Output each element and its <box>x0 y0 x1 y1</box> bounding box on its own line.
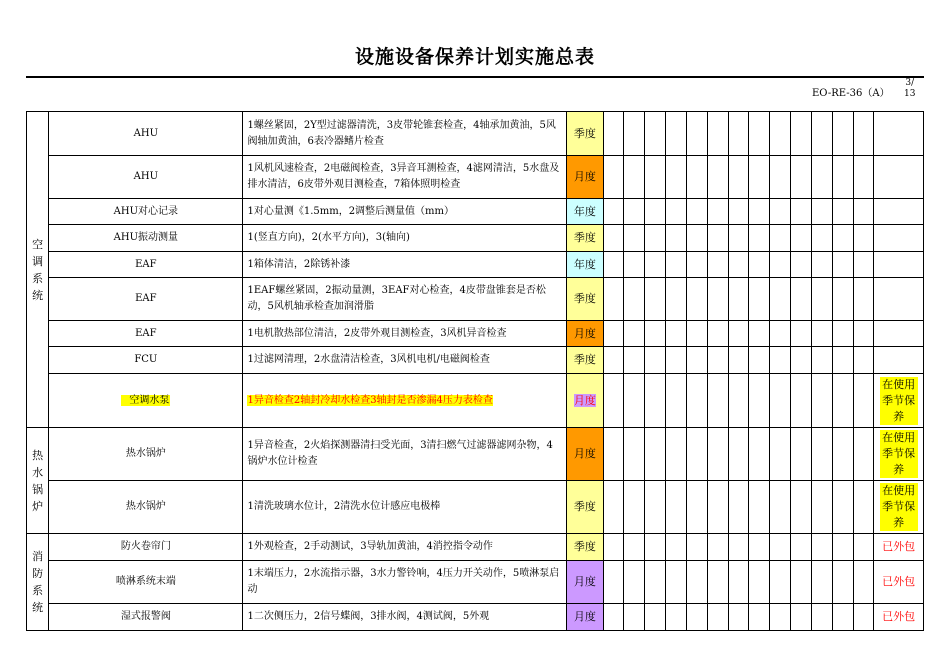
schedule-cell[interactable] <box>728 561 749 604</box>
schedule-cell[interactable] <box>791 561 812 604</box>
schedule-cell[interactable] <box>707 561 728 604</box>
maintenance-content: 1末端压力，2水流指示器，3水力警铃响，4压力开关动作，5喷淋泵启动 <box>243 561 567 604</box>
frequency-cell: 季度 <box>567 112 603 156</box>
frequency-cell: 月度 <box>567 156 603 199</box>
schedule-cell[interactable] <box>603 347 624 374</box>
schedule-cell[interactable] <box>686 252 707 278</box>
schedule-cell[interactable] <box>666 321 687 347</box>
maintenance-content: 1对心量测《1.5mm，2调整后测量值（mm） <box>243 199 567 225</box>
schedule-cell[interactable] <box>645 112 666 156</box>
schedule-cell[interactable] <box>603 225 624 252</box>
schedule-cell[interactable] <box>832 156 853 199</box>
equipment-name: FCU <box>49 347 243 374</box>
remark-cell: 在使用季节保养 <box>874 481 924 534</box>
schedule-cell[interactable] <box>728 604 749 631</box>
schedule-cell[interactable] <box>749 278 770 321</box>
schedule-cell[interactable] <box>707 604 728 631</box>
equipment-name: 热水锅炉 <box>49 481 243 534</box>
schedule-cell[interactable] <box>853 225 874 252</box>
remark-cell: 在使用季节保养 <box>874 374 924 428</box>
remark-cell <box>874 252 924 278</box>
schedule-cell[interactable] <box>645 481 666 534</box>
schedule-cell[interactable] <box>770 347 791 374</box>
schedule-cell[interactable] <box>832 534 853 561</box>
schedule-cell[interactable] <box>645 374 666 428</box>
schedule-cell[interactable] <box>686 112 707 156</box>
schedule-cell[interactable] <box>853 534 874 561</box>
schedule-cell[interactable] <box>770 225 791 252</box>
table-row <box>27 252 924 278</box>
schedule-cell[interactable] <box>811 534 832 561</box>
equipment-name: AHU <box>49 112 243 156</box>
schedule-cell[interactable] <box>666 481 687 534</box>
schedule-cell[interactable] <box>624 112 645 156</box>
schedule-cell[interactable] <box>603 428 624 481</box>
schedule-cell[interactable] <box>603 252 624 278</box>
schedule-cell[interactable] <box>645 225 666 252</box>
equipment-name: EAF <box>49 252 243 278</box>
page-number-total: 13 <box>904 89 916 99</box>
schedule-cell[interactable] <box>853 604 874 631</box>
schedule-cell[interactable] <box>645 561 666 604</box>
schedule-cell[interactable] <box>832 428 853 481</box>
schedule-cell[interactable] <box>770 604 791 631</box>
schedule-cell[interactable] <box>624 347 645 374</box>
schedule-cell[interactable] <box>791 428 812 481</box>
schedule-cell[interactable] <box>853 278 874 321</box>
schedule-cell[interactable] <box>811 481 832 534</box>
frequency-cell: 年度 <box>567 199 603 225</box>
maintenance-content: 1箱体清洁，2除锈补漆 <box>243 252 567 278</box>
schedule-cell[interactable] <box>770 561 791 604</box>
table-row <box>27 561 924 604</box>
frequency-cell: 月度 <box>567 561 603 604</box>
schedule-cell[interactable] <box>853 252 874 278</box>
schedule-cell[interactable] <box>707 428 728 481</box>
schedule-cell[interactable] <box>791 347 812 374</box>
schedule-cell[interactable] <box>728 428 749 481</box>
schedule-cell[interactable] <box>832 112 853 156</box>
maintenance-content: 1电机散热部位清洁，2皮带外观目测检查，3风机异音检查 <box>243 321 567 347</box>
schedule-cell[interactable] <box>666 534 687 561</box>
schedule-cell[interactable] <box>770 278 791 321</box>
schedule-cell[interactable] <box>853 156 874 199</box>
table-row <box>27 604 924 631</box>
schedule-cell[interactable] <box>624 278 645 321</box>
schedule-cell[interactable] <box>749 374 770 428</box>
schedule-cell[interactable] <box>645 278 666 321</box>
schedule-cell[interactable] <box>686 347 707 374</box>
schedule-cell[interactable] <box>832 347 853 374</box>
schedule-cell[interactable] <box>666 374 687 428</box>
remark-cell <box>874 199 924 225</box>
schedule-cell[interactable] <box>749 112 770 156</box>
schedule-cell[interactable] <box>811 561 832 604</box>
schedule-cell[interactable] <box>791 252 812 278</box>
schedule-cell[interactable] <box>686 561 707 604</box>
schedule-cell[interactable] <box>666 561 687 604</box>
schedule-cell[interactable] <box>686 156 707 199</box>
maintenance-content: 1风机风速检查，2电磁阀检查，3异音耳测检查，4滤网清洁，5水盘及排水清洁，6皮带外观目测检查，7箱体照明检查 <box>243 156 567 199</box>
equipment-name: 湿式报警阀 <box>49 604 243 631</box>
schedule-cell[interactable] <box>832 199 853 225</box>
maintenance-content: 1外观检查，2手动测试，3导轨加黄油，4消控指令动作 <box>243 534 567 561</box>
schedule-cell[interactable] <box>811 112 832 156</box>
schedule-cell[interactable] <box>770 374 791 428</box>
maintenance-content: 1清洗玻璃水位计，2清洗水位计感应电极棒 <box>243 481 567 534</box>
table-row <box>27 347 924 374</box>
schedule-cell[interactable] <box>832 481 853 534</box>
schedule-cell[interactable] <box>832 374 853 428</box>
schedule-cell[interactable] <box>853 321 874 347</box>
schedule-cell[interactable] <box>707 278 728 321</box>
schedule-cell[interactable] <box>770 428 791 481</box>
schedule-cell[interactable] <box>811 347 832 374</box>
schedule-cell[interactable] <box>624 604 645 631</box>
schedule-cell[interactable] <box>624 252 645 278</box>
equipment-name: EAF <box>49 278 243 321</box>
page-number-current: 3/ <box>905 78 915 88</box>
table-row <box>27 481 924 534</box>
schedule-cell[interactable] <box>832 225 853 252</box>
frequency-cell: 月度 <box>567 604 603 631</box>
schedule-cell[interactable] <box>707 321 728 347</box>
remark-cell <box>874 347 924 374</box>
schedule-cell[interactable] <box>666 278 687 321</box>
schedule-cell[interactable] <box>666 112 687 156</box>
schedule-cell[interactable] <box>811 199 832 225</box>
schedule-cell[interactable] <box>770 156 791 199</box>
schedule-cell[interactable] <box>791 374 812 428</box>
equipment-name: EAF <box>49 321 243 347</box>
schedule-cell[interactable] <box>686 534 707 561</box>
schedule-cell[interactable] <box>791 199 812 225</box>
frequency-cell: 月度 <box>567 428 603 481</box>
frequency-cell: 季度 <box>567 481 603 534</box>
table-row <box>27 199 924 225</box>
schedule-cell[interactable] <box>728 252 749 278</box>
schedule-cell[interactable] <box>791 481 812 534</box>
schedule-cell[interactable] <box>853 199 874 225</box>
schedule-cell[interactable] <box>603 604 624 631</box>
schedule-cell[interactable] <box>645 252 666 278</box>
schedule-cell[interactable] <box>728 374 749 428</box>
schedule-cell[interactable] <box>666 199 687 225</box>
schedule-cell[interactable] <box>770 199 791 225</box>
schedule-cell[interactable] <box>666 428 687 481</box>
title-divider <box>26 76 924 78</box>
schedule-cell[interactable] <box>791 225 812 252</box>
maintenance-content: 1二次侧压力，2信号蝶阀，3排水阀，4测试阀，5外观 <box>243 604 567 631</box>
schedule-cell[interactable] <box>770 321 791 347</box>
schedule-cell[interactable] <box>832 604 853 631</box>
schedule-cell[interactable] <box>770 252 791 278</box>
schedule-cell[interactable] <box>791 156 812 199</box>
schedule-cell[interactable] <box>811 278 832 321</box>
remark-cell <box>874 112 924 156</box>
category-cell: 热 水 锅 炉 <box>27 428 49 534</box>
schedule-cell[interactable] <box>749 225 770 252</box>
schedule-cell[interactable] <box>832 321 853 347</box>
frequency-cell: 季度 <box>567 347 603 374</box>
schedule-cell[interactable] <box>811 604 832 631</box>
remark-cell: 已外包 <box>874 604 924 631</box>
schedule-cell[interactable] <box>686 604 707 631</box>
schedule-cell[interactable] <box>853 481 874 534</box>
remark-cell: 已外包 <box>874 561 924 604</box>
schedule-cell[interactable] <box>853 112 874 156</box>
remark-cell: 在使用季节保养 <box>874 428 924 481</box>
maintenance-content: 1(竖直方向)，2(水平方向)，3(轴向) <box>243 225 567 252</box>
schedule-cell[interactable] <box>791 321 812 347</box>
schedule-cell[interactable] <box>686 278 707 321</box>
table-row <box>27 156 924 199</box>
schedule-cell[interactable] <box>728 225 749 252</box>
schedule-cell[interactable] <box>666 156 687 199</box>
schedule-cell[interactable] <box>666 604 687 631</box>
schedule-cell[interactable] <box>811 156 832 199</box>
schedule-cell[interactable] <box>811 428 832 481</box>
frequency-cell: 月度 <box>567 374 603 428</box>
equipment-name: 空调水泵 <box>49 374 243 428</box>
category-cell: 消 防 系 统 <box>27 534 49 631</box>
equipment-name: 防火卷帘门 <box>49 534 243 561</box>
schedule-cell[interactable] <box>811 252 832 278</box>
schedule-cell[interactable] <box>624 374 645 428</box>
schedule-cell[interactable] <box>728 481 749 534</box>
schedule-cell[interactable] <box>707 252 728 278</box>
schedule-cell[interactable] <box>686 321 707 347</box>
schedule-cell[interactable] <box>645 321 666 347</box>
schedule-cell[interactable] <box>645 156 666 199</box>
frequency-cell: 季度 <box>567 278 603 321</box>
schedule-cell[interactable] <box>686 199 707 225</box>
schedule-cell[interactable] <box>624 561 645 604</box>
schedule-cell[interactable] <box>603 374 624 428</box>
maintenance-content: 1EAF螺丝紧固，2振动量测，3EAF对心检查，4皮带盘锥套是否松动，5风机轴承检查加润滑脂 <box>243 278 567 321</box>
schedule-cell[interactable] <box>749 347 770 374</box>
category-cell: 空 调 系 统 <box>27 112 49 428</box>
remark-cell <box>874 156 924 199</box>
schedule-cell[interactable] <box>791 112 812 156</box>
schedule-cell[interactable] <box>832 278 853 321</box>
remark-cell: 已外包 <box>874 534 924 561</box>
schedule-cell[interactable] <box>707 225 728 252</box>
schedule-cell[interactable] <box>749 252 770 278</box>
equipment-name: 喷淋系统末端 <box>49 561 243 604</box>
schedule-cell[interactable] <box>707 534 728 561</box>
schedule-cell[interactable] <box>853 347 874 374</box>
remark-cell <box>874 321 924 347</box>
schedule-cell[interactable] <box>728 112 749 156</box>
table-row <box>27 225 924 252</box>
schedule-cell[interactable] <box>832 561 853 604</box>
schedule-cell[interactable] <box>707 112 728 156</box>
schedule-cell[interactable] <box>749 428 770 481</box>
remark-cell <box>874 278 924 321</box>
schedule-cell[interactable] <box>686 225 707 252</box>
schedule-cell[interactable] <box>853 374 874 428</box>
schedule-cell[interactable] <box>728 199 749 225</box>
equipment-name: AHU <box>49 156 243 199</box>
schedule-cell[interactable] <box>603 534 624 561</box>
maintenance-content: 1异音检查2轴封冷却水检查3轴封是否渗漏4压力表检查 <box>243 374 567 428</box>
frequency-cell: 年度 <box>567 252 603 278</box>
schedule-cell[interactable] <box>707 481 728 534</box>
schedule-cell[interactable] <box>603 481 624 534</box>
schedule-cell[interactable] <box>645 428 666 481</box>
schedule-cell[interactable] <box>645 347 666 374</box>
schedule-cell[interactable] <box>624 534 645 561</box>
schedule-cell[interactable] <box>770 112 791 156</box>
schedule-cell[interactable] <box>686 428 707 481</box>
equipment-name: AHU对心记录 <box>49 199 243 225</box>
table-row <box>27 428 924 481</box>
schedule-cell[interactable] <box>707 374 728 428</box>
remark-cell <box>874 225 924 252</box>
schedule-cell[interactable] <box>728 321 749 347</box>
schedule-cell[interactable] <box>791 604 812 631</box>
schedule-cell[interactable] <box>624 481 645 534</box>
schedule-cell[interactable] <box>770 481 791 534</box>
schedule-cell[interactable] <box>603 156 624 199</box>
schedule-cell[interactable] <box>624 225 645 252</box>
schedule-cell[interactable] <box>707 156 728 199</box>
schedule-cell[interactable] <box>603 278 624 321</box>
maintenance-content: 1螺丝紧固，2Y型过滤器清洗，3皮带轮锥套检查，4轴承加黄油，5风阀轴加黄油，6表冷器鳍片检查 <box>243 112 567 156</box>
schedule-cell[interactable] <box>624 156 645 199</box>
table-row <box>27 321 924 347</box>
schedule-cell[interactable] <box>749 481 770 534</box>
schedule-cell[interactable] <box>853 561 874 604</box>
schedule-cell[interactable] <box>666 225 687 252</box>
schedule-cell[interactable] <box>666 252 687 278</box>
schedule-cell[interactable] <box>749 199 770 225</box>
maintenance-content: 1过滤网清理，2水盘清洁检查，3风机电机/电磁阀检查 <box>243 347 567 374</box>
schedule-cell[interactable] <box>832 252 853 278</box>
schedule-cell[interactable] <box>603 199 624 225</box>
schedule-cell[interactable] <box>853 428 874 481</box>
schedule-cell[interactable] <box>728 534 749 561</box>
schedule-cell[interactable] <box>749 321 770 347</box>
schedule-cell[interactable] <box>749 604 770 631</box>
schedule-cell[interactable] <box>645 199 666 225</box>
schedule-cell[interactable] <box>749 156 770 199</box>
schedule-cell[interactable] <box>624 321 645 347</box>
document-code: EO-RE-36（A） <box>812 88 890 99</box>
frequency-cell: 季度 <box>567 534 603 561</box>
schedule-cell[interactable] <box>666 347 687 374</box>
schedule-cell[interactable] <box>603 321 624 347</box>
schedule-cell[interactable] <box>749 534 770 561</box>
schedule-cell[interactable] <box>707 347 728 374</box>
schedule-cell[interactable] <box>603 112 624 156</box>
schedule-cell[interactable] <box>624 428 645 481</box>
schedule-cell[interactable] <box>791 278 812 321</box>
table-row <box>27 534 924 561</box>
maintenance-plan-table <box>26 111 924 631</box>
schedule-cell[interactable] <box>645 534 666 561</box>
schedule-cell[interactable] <box>686 481 707 534</box>
schedule-cell[interactable] <box>811 374 832 428</box>
schedule-cell[interactable] <box>707 199 728 225</box>
equipment-name: AHU振动测量 <box>49 225 243 252</box>
frequency-cell: 月度 <box>567 321 603 347</box>
table-row <box>27 374 924 428</box>
schedule-cell[interactable] <box>749 561 770 604</box>
schedule-cell[interactable] <box>624 199 645 225</box>
table-row <box>27 112 924 156</box>
frequency-cell: 季度 <box>567 225 603 252</box>
table-row <box>27 278 924 321</box>
schedule-cell[interactable] <box>686 374 707 428</box>
equipment-name: 热水锅炉 <box>49 428 243 481</box>
page-title: 设施设备保养计划实施总表 <box>354 46 595 68</box>
schedule-cell[interactable] <box>811 225 832 252</box>
schedule-cell[interactable] <box>770 534 791 561</box>
schedule-cell[interactable] <box>728 347 749 374</box>
page-number <box>904 78 915 100</box>
maintenance-content: 1异音检查，2火焰探测器清扫受光面，3清扫燃气过滤器滤网杂物，4锅炉水位计检查 <box>243 428 567 481</box>
schedule-cell[interactable] <box>728 278 749 321</box>
schedule-cell[interactable] <box>603 561 624 604</box>
schedule-cell[interactable] <box>728 156 749 199</box>
schedule-cell[interactable] <box>811 321 832 347</box>
schedule-cell[interactable] <box>645 604 666 631</box>
schedule-cell[interactable] <box>791 534 812 561</box>
